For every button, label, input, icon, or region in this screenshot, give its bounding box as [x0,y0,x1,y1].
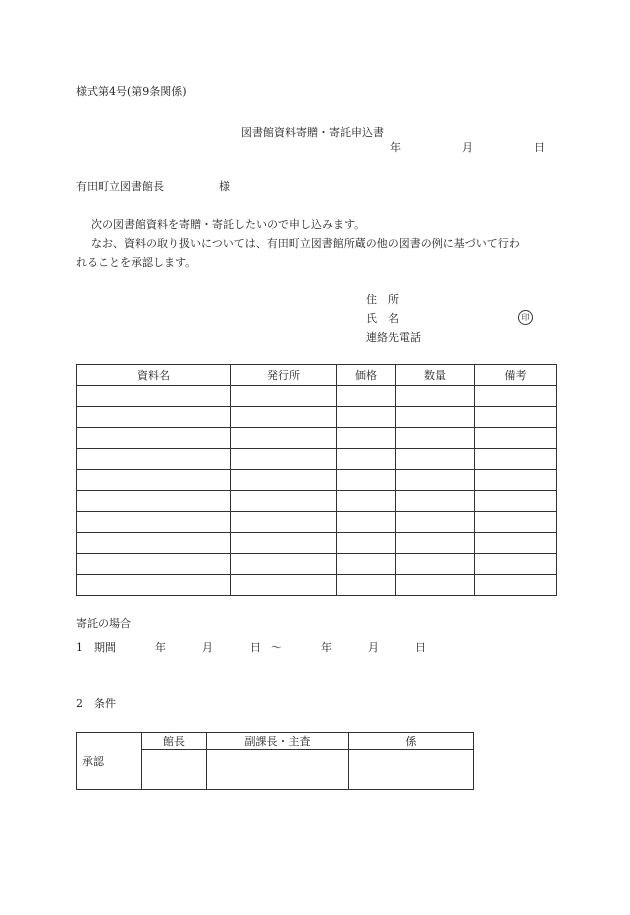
table-cell[interactable] [396,449,475,470]
table-cell[interactable] [337,512,396,533]
table-row [77,575,557,596]
document-title: 図書館資料寄贈・寄託申込書 [241,126,384,139]
table-cell[interactable] [77,575,231,596]
header-price: 価格 [337,365,396,386]
address-label: 住 所 [366,293,399,306]
table-cell[interactable] [396,407,475,428]
period-end-day: 日 [415,641,426,654]
table-cell[interactable] [337,386,396,407]
approval-header-staff: 係 [349,733,474,750]
table-cell[interactable] [77,428,231,449]
staff-stamp-box[interactable] [349,750,474,790]
period-end-year: 年 [321,641,332,654]
body-line-1: 次の図書館資料を寄贈・寄託したいので申し込みます。 [91,218,366,231]
table-cell[interactable] [396,386,475,407]
deposit-heading: 寄託の場合 [76,617,131,630]
table-cell[interactable] [337,554,396,575]
approval-table [76,732,474,790]
period-start-day: 日 [250,641,261,654]
table-cell[interactable] [475,575,557,596]
date-year-label: 年 [390,141,401,154]
body-line-3: れることを承認します。 [76,256,197,269]
period-end-month: 月 [368,641,379,654]
table-cell[interactable] [231,512,337,533]
approval-header-row [77,733,474,750]
header-quantity: 数量 [396,365,475,386]
items-table-header-row [77,365,557,386]
date-day-label: 日 [534,141,545,154]
table-cell[interactable] [77,470,231,491]
table-row [77,386,557,407]
name-label: 氏 名 [366,312,399,325]
table-cell[interactable] [337,533,396,554]
header-publisher: 発行所 [231,365,337,386]
table-cell[interactable] [396,512,475,533]
table-cell[interactable] [231,470,337,491]
table-cell[interactable] [396,575,475,596]
table-cell[interactable] [77,449,231,470]
table-cell[interactable] [475,491,557,512]
table-cell[interactable] [77,512,231,533]
table-cell[interactable] [231,491,337,512]
table-cell[interactable] [475,470,557,491]
approval-label: 承認 [77,733,142,790]
table-cell[interactable] [77,554,231,575]
table-cell[interactable] [231,533,337,554]
director-stamp-box[interactable] [142,750,207,790]
table-cell[interactable] [337,470,396,491]
addressee-name: 有田町立図書館長 [76,180,164,193]
table-row [77,491,557,512]
table-cell[interactable] [475,554,557,575]
table-cell[interactable] [475,428,557,449]
table-cell[interactable] [396,470,475,491]
table-cell[interactable] [77,407,231,428]
date-month-label: 月 [462,141,473,154]
table-cell[interactable] [231,575,337,596]
conditions-label: 2 条件 [76,697,116,710]
table-row [77,470,557,491]
table-row [77,554,557,575]
phone-label: 連絡先電話 [366,331,421,344]
table-cell[interactable] [396,428,475,449]
table-cell[interactable] [231,407,337,428]
approval-header-director: 館長 [142,733,207,750]
period-start-month: 月 [202,641,213,654]
table-cell[interactable] [337,491,396,512]
body-line-2: なお、資料の取り扱いについては、有田町立図書館所蔵の他の図書の例に基づいて行わ [91,237,520,250]
form-number: 様式第4号(第9条関係) [76,85,187,98]
table-cell[interactable] [396,491,475,512]
table-cell[interactable] [77,491,231,512]
period-tilde: ～ [271,641,282,654]
table-cell[interactable] [337,575,396,596]
table-cell[interactable] [77,386,231,407]
period-start-year: 年 [155,641,166,654]
table-cell[interactable] [231,449,337,470]
deputy-stamp-box[interactable] [207,750,349,790]
header-item-name: 資料名 [77,365,231,386]
table-cell[interactable] [231,428,337,449]
table-cell[interactable] [396,554,475,575]
table-row [77,407,557,428]
approval-header-deputy: 副課長・主査 [207,733,349,750]
table-cell[interactable] [475,533,557,554]
table-row [77,449,557,470]
table-cell[interactable] [475,512,557,533]
addressee-honorific: 様 [219,180,230,193]
seal-mark: 印 [518,310,533,325]
table-cell[interactable] [77,533,231,554]
header-remarks: 備考 [475,365,557,386]
table-cell[interactable] [475,386,557,407]
table-cell[interactable] [396,533,475,554]
table-row [77,512,557,533]
table-cell[interactable] [337,428,396,449]
table-cell[interactable] [475,449,557,470]
table-row [77,428,557,449]
table-cell[interactable] [231,554,337,575]
items-table [76,364,557,596]
table-cell[interactable] [337,407,396,428]
period-label: 1 期間 [76,641,116,654]
table-cell[interactable] [231,386,337,407]
table-cell[interactable] [337,449,396,470]
table-row [77,533,557,554]
table-cell[interactable] [475,407,557,428]
